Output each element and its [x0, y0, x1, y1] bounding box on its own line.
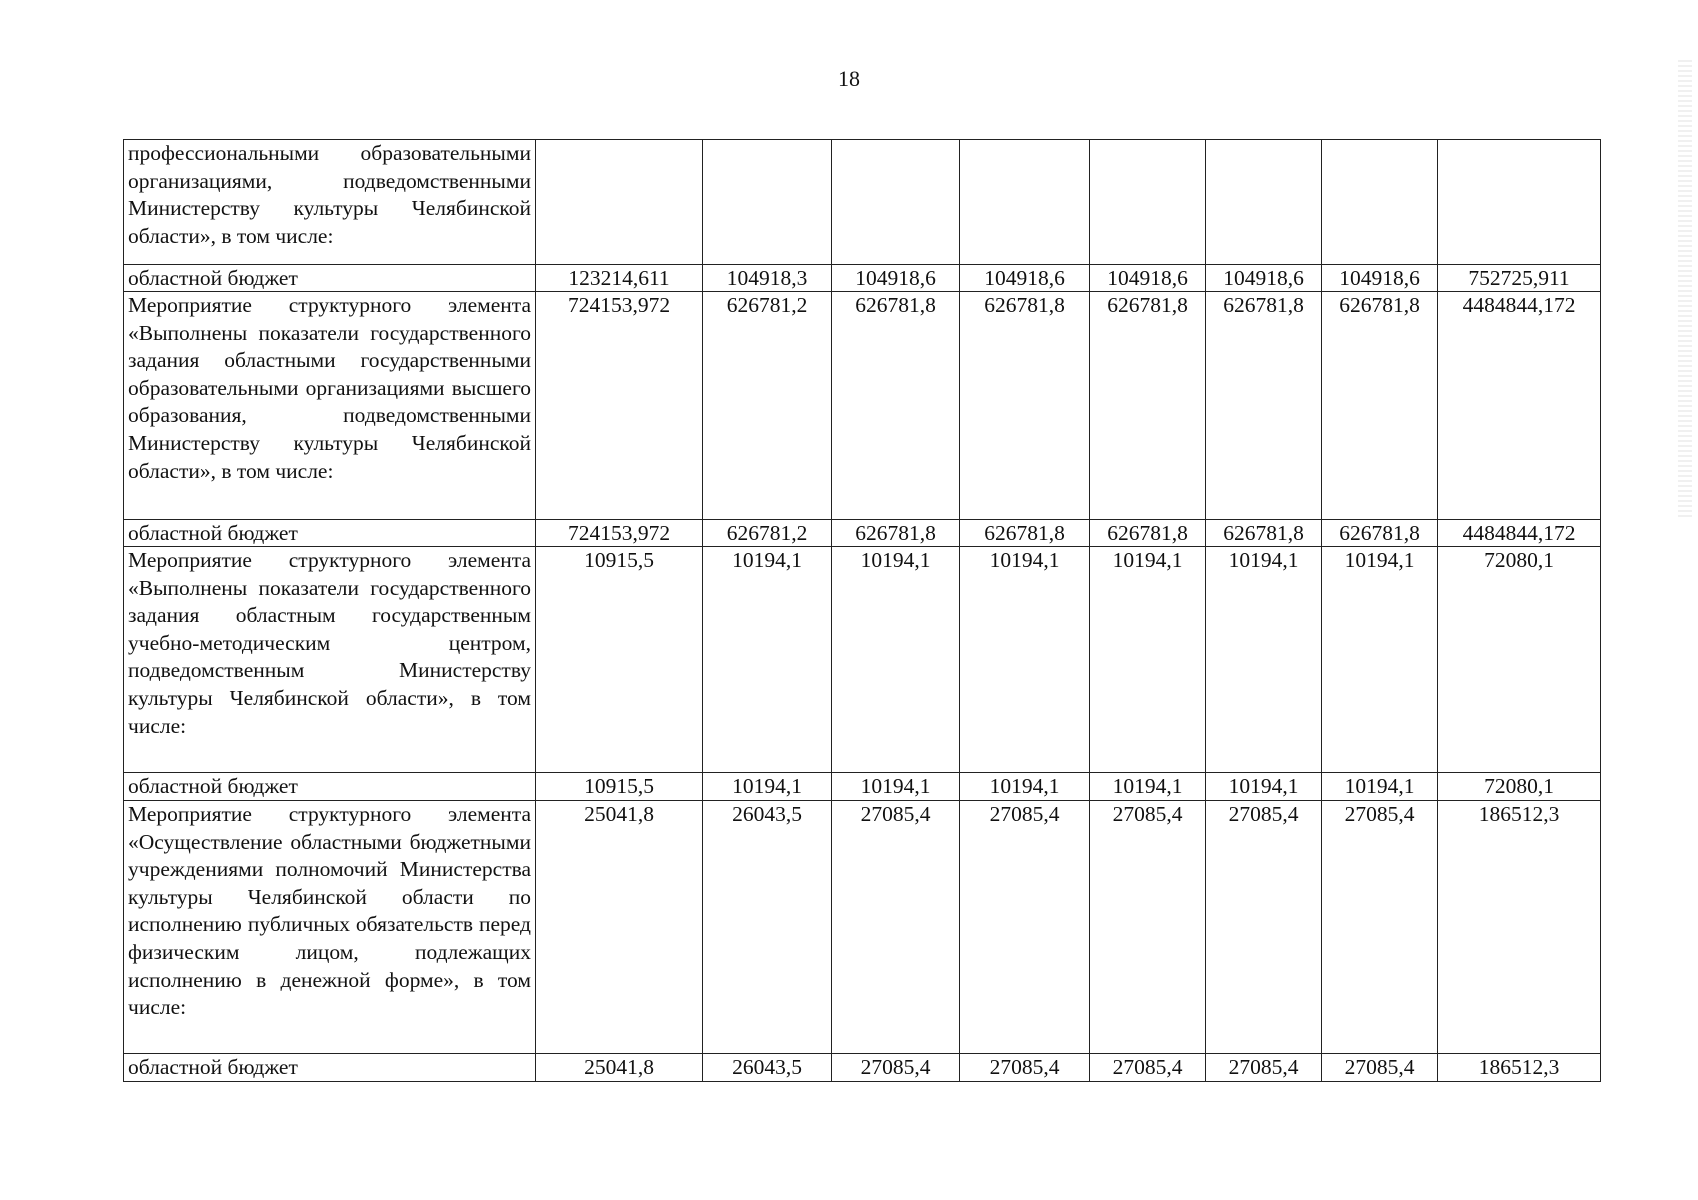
value-cell: 626781,8: [1322, 292, 1438, 520]
total-cell: 752725,911: [1438, 265, 1601, 292]
table-row: [124, 520, 1601, 547]
budget-table-body: [124, 140, 1601, 1082]
value-cell: 626781,2: [703, 292, 832, 520]
value-cell: 724153,972: [536, 292, 703, 520]
value-cell: 27085,4: [832, 1054, 960, 1082]
value-cell: 10194,1: [1322, 547, 1438, 773]
value-cell: 10194,1: [1206, 547, 1322, 773]
table-row: [124, 773, 1601, 801]
budget-table: [123, 139, 1601, 1082]
value-cell: 104918,6: [832, 265, 960, 292]
row-label: Мероприятие структурного элемента «Осуществление областными бюджетными учреждениями полномочий Министерства культуры Челябинской области по исполнению публичных обязательств перед физическим лицом, подлежащих исполнению в денежной форме», в том числе:: [124, 801, 536, 1054]
value-cell: 10194,1: [960, 547, 1090, 773]
value-cell: 25041,8: [536, 801, 703, 1054]
table-row: [124, 140, 1601, 265]
value-cell: 27085,4: [1090, 801, 1206, 1054]
total-cell: 72080,1: [1438, 547, 1601, 773]
value-cell: 27085,4: [1206, 801, 1322, 1054]
value-cell: 27085,4: [1206, 1054, 1322, 1082]
total-cell: [1438, 140, 1601, 265]
total-cell: 186512,3: [1438, 801, 1601, 1054]
table-row: [124, 292, 1601, 520]
value-cell: 626781,2: [703, 520, 832, 547]
value-cell: [832, 140, 960, 265]
page-number: [0, 66, 1698, 92]
value-cell: 26043,5: [703, 1054, 832, 1082]
value-cell: [1090, 140, 1206, 265]
table-row: [124, 1054, 1601, 1082]
value-cell: 10194,1: [1206, 773, 1322, 801]
value-cell: 10194,1: [1090, 773, 1206, 801]
value-cell: 10194,1: [1090, 547, 1206, 773]
total-cell: 186512,3: [1438, 1054, 1601, 1082]
value-cell: 104918,6: [1090, 265, 1206, 292]
value-cell: 25041,8: [536, 1054, 703, 1082]
value-cell: 27085,4: [1322, 801, 1438, 1054]
value-cell: 104918,6: [960, 265, 1090, 292]
value-cell: 27085,4: [960, 801, 1090, 1054]
value-cell: 104918,6: [1322, 265, 1438, 292]
total-cell: 4484844,172: [1438, 292, 1601, 520]
value-cell: 626781,8: [832, 520, 960, 547]
row-label: областной бюджет: [124, 773, 536, 801]
value-cell: 26043,5: [703, 801, 832, 1054]
value-cell: 626781,8: [1090, 292, 1206, 520]
total-cell: 4484844,172: [1438, 520, 1601, 547]
row-label: Мероприятие структурного элемента «Выполнены показатели государственного задания областными государственными образовательными организациями высшего образования, подведомственными Министерству культуры Челябинской области», в том числе:: [124, 292, 536, 520]
row-label: областной бюджет: [124, 520, 536, 547]
value-cell: 27085,4: [832, 801, 960, 1054]
value-cell: 10194,1: [1322, 773, 1438, 801]
value-cell: 10194,1: [703, 547, 832, 773]
value-cell: 27085,4: [960, 1054, 1090, 1082]
value-cell: 27085,4: [1322, 1054, 1438, 1082]
value-cell: 10915,5: [536, 773, 703, 801]
row-label: областной бюджет: [124, 1054, 536, 1082]
value-cell: 10915,5: [536, 547, 703, 773]
value-cell: 626781,8: [960, 292, 1090, 520]
value-cell: [1206, 140, 1322, 265]
value-cell: 626781,8: [1206, 520, 1322, 547]
value-cell: 104918,6: [1206, 265, 1322, 292]
page-number-text: 18: [838, 66, 860, 91]
value-cell: 626781,8: [832, 292, 960, 520]
value-cell: 123214,611: [536, 265, 703, 292]
row-label: областной бюджет: [124, 265, 536, 292]
row-label: профессиональными образовательными организациями, подведомственными Министерству культуры Челябинской области», в том числе:: [124, 140, 536, 265]
value-cell: 626781,8: [1090, 520, 1206, 547]
value-cell: 10194,1: [832, 547, 960, 773]
value-cell: 10194,1: [703, 773, 832, 801]
value-cell: [1322, 140, 1438, 265]
value-cell: [536, 140, 703, 265]
value-cell: 626781,8: [1206, 292, 1322, 520]
value-cell: [960, 140, 1090, 265]
table-row: [124, 265, 1601, 292]
table-row: [124, 547, 1601, 773]
value-cell: 10194,1: [832, 773, 960, 801]
value-cell: 724153,972: [536, 520, 703, 547]
value-cell: 626781,8: [960, 520, 1090, 547]
value-cell: 10194,1: [960, 773, 1090, 801]
budget-table-container: [123, 139, 1601, 1082]
value-cell: 27085,4: [1090, 1054, 1206, 1082]
row-label: Мероприятие структурного элемента «Выполнены показатели государственного задания областным государственным учебно-методическим центром, подведомственным Министерству культуры Челябинской области», в том числе:: [124, 547, 536, 773]
value-cell: [703, 140, 832, 265]
scan-edge-artifact: [1678, 60, 1692, 520]
value-cell: 104918,3: [703, 265, 832, 292]
value-cell: 626781,8: [1322, 520, 1438, 547]
total-cell: 72080,1: [1438, 773, 1601, 801]
table-row: [124, 801, 1601, 1054]
